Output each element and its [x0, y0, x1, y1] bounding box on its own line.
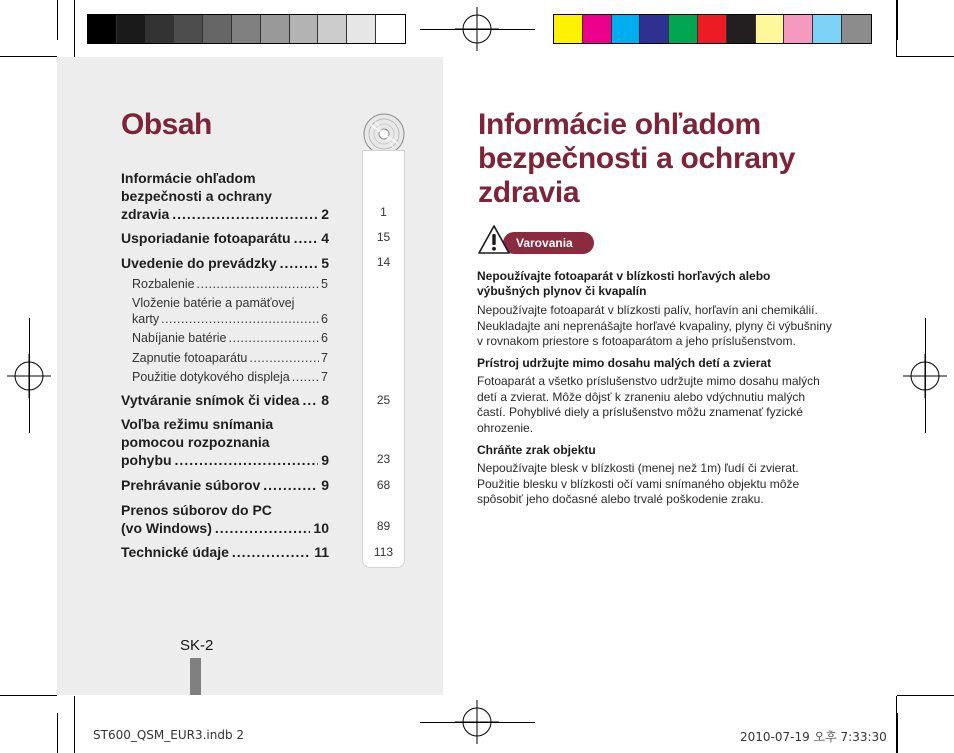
- dot-leader: [215, 519, 311, 537]
- toc-page-number: 10: [313, 520, 329, 536]
- section-title-line: bezpečnosti a ochrany: [478, 142, 796, 175]
- warning-heading: [477, 269, 827, 299]
- toc-entry[interactable]: [121, 415, 329, 469]
- dot-leader: [302, 391, 318, 409]
- warning-body: [477, 461, 832, 508]
- toc-entry-label: Použitie dotykového displeja: [132, 370, 290, 384]
- toc-subentry[interactable]: [132, 350, 328, 366]
- warning-heading: [477, 443, 827, 458]
- warning-body-line: Použitie blesku v blízkosti očí vami snímaného objektu môže: [477, 476, 800, 491]
- color-swatch: [813, 15, 842, 43]
- color-swatch: [640, 15, 669, 43]
- color-swatch: [261, 15, 290, 43]
- color-swatch: [88, 15, 117, 43]
- toc-entry-label: karty: [132, 312, 160, 326]
- dot-leader: [172, 205, 318, 223]
- dot-leader: [161, 311, 319, 327]
- warning-body: [477, 374, 832, 436]
- warning-heading-line: Nepoužívajte fotoaparát v blízkosti horľavých alebo: [477, 269, 771, 283]
- color-swatch: [842, 15, 871, 43]
- toc-entry-label: Vytváranie snímok či videa: [121, 392, 300, 408]
- crop-mark: [57, 713, 58, 753]
- crop-mark: [897, 713, 898, 753]
- section-title-line: zdravia: [478, 176, 580, 209]
- toc-page-number: 4: [321, 230, 329, 246]
- warning-heading-line: Prístroj udržujte mimo dosahu malých detí a zvierat: [477, 356, 772, 370]
- grayscale-calibration-strip: [87, 14, 406, 44]
- color-calibration-strip: [553, 14, 872, 44]
- warning-body-line: častí. Pohyblivé diely a príslušenstvo môžu znamenať fyzické: [477, 405, 803, 419]
- toc-entry-line: Prenos súborov do PC: [121, 502, 272, 518]
- dot-leader: [232, 543, 311, 561]
- color-swatch: [203, 15, 232, 43]
- warning-body-line: v rovnakom priestore s fotoaparátom a jeho príslušenstvom.: [477, 334, 796, 348]
- color-swatch: [669, 15, 698, 43]
- warning-body-line: Nepoužívajte blesk v blízkosti (menej než 1m) ľudí či zvierat.: [477, 461, 799, 475]
- toc-entry-label: Zapnutie fotoaparátu: [132, 351, 248, 365]
- color-swatch: [583, 15, 612, 43]
- toc-page-number: 7: [321, 351, 328, 365]
- toc-page-number: 5: [321, 277, 328, 291]
- section-title-line: Informácie ohľadom: [478, 108, 761, 141]
- color-swatch: [174, 15, 203, 43]
- toc-entry-label: Technické údaje: [121, 544, 229, 560]
- cd-page-ref: 68: [376, 478, 391, 492]
- color-swatch: [727, 15, 756, 43]
- cd-page-ref: 23: [376, 452, 391, 466]
- crop-mark: [925, 318, 926, 433]
- dot-leader: [229, 330, 320, 346]
- warning-body-line: Neukladajte ani neprenášajte horľavé kvapaliny, plyny či výbušniny: [477, 318, 832, 333]
- dot-leader: [280, 254, 319, 272]
- color-swatch: [290, 15, 319, 43]
- cd-page-ref: 15: [376, 230, 391, 244]
- cd-page-ref: 14: [376, 255, 391, 269]
- toc-page-number: 5: [321, 255, 329, 271]
- toc-page-number: 7: [321, 370, 328, 384]
- toc-entry[interactable]: [121, 254, 329, 272]
- color-swatch: [376, 15, 405, 43]
- toc-page-number: 8: [321, 392, 329, 408]
- color-swatch: [756, 15, 785, 43]
- cd-disc-icon: [363, 113, 405, 155]
- warning-badge: Varovania: [503, 232, 594, 254]
- toc-entry[interactable]: [121, 501, 329, 537]
- toc-page-number: 9: [321, 452, 329, 468]
- warning-body-line: detí a zvierat. Môže dôjsť k zraneniu alebo vdýchnutiu malých: [477, 389, 806, 404]
- crop-mark: [897, 56, 954, 57]
- crop-mark: [420, 722, 535, 723]
- toc-entry-line: Vloženie batérie a pamäťovej: [132, 296, 295, 310]
- toc-entry-label: zdravia: [121, 206, 170, 222]
- page-tab-marker: [190, 658, 201, 695]
- toc-entry-line: Voľba režimu snímania: [121, 416, 274, 432]
- section-title: [478, 108, 838, 210]
- crop-mark: [0, 56, 57, 57]
- color-swatch: [318, 15, 347, 43]
- crop-mark: [57, 0, 58, 40]
- cd-page-ref: 89: [376, 519, 391, 533]
- dot-leader: [294, 229, 319, 247]
- toc-subentry[interactable]: [132, 276, 328, 292]
- warning-body-line: Fotoaparát a všetko príslušenstvo udržujte mimo dosahu malých: [477, 374, 820, 388]
- color-swatch: [117, 15, 146, 43]
- warning-body-line: spôsobiť jeho dočasné alebo trvalé poškodenie zraku.: [477, 492, 764, 506]
- toc-entry-line: Informácie ohľadom: [121, 170, 256, 186]
- warning-body-line: ohrozenie.: [477, 420, 534, 435]
- dot-leader: [249, 350, 319, 366]
- toc-entry[interactable]: [121, 229, 329, 247]
- crop-mark: [0, 695, 57, 696]
- color-swatch: [347, 15, 376, 43]
- toc-entry-label: Nabíjanie batérie: [132, 331, 227, 345]
- toc-entry-label: Uvedenie do prevádzky: [121, 255, 277, 271]
- crop-mark: [74, 696, 75, 753]
- warning-heading-line: výbušných plynov či kvapalín: [477, 284, 647, 298]
- color-swatch: [146, 15, 175, 43]
- toc-entry[interactable]: [121, 543, 329, 561]
- toc-page-number: 6: [321, 331, 328, 345]
- footer-timestamp: 2010-07-19 오후 7:33:30: [740, 730, 887, 744]
- dot-leader: [292, 369, 319, 385]
- warning-heading: [477, 356, 827, 371]
- toc-entry-label: Prehrávanie súborov: [121, 477, 261, 493]
- dot-leader: [197, 276, 320, 292]
- crop-mark: [420, 29, 535, 30]
- page-number: SK-2: [180, 637, 214, 654]
- toc-page-number: 11: [314, 544, 329, 560]
- toc-title: Obsah: [121, 108, 212, 141]
- crop-mark: [29, 318, 30, 433]
- color-swatch: [232, 15, 261, 43]
- footer-filename: ST600_QSM_EUR3.indb 2: [93, 728, 245, 742]
- toc-entry-line: pomocou rozpoznania: [121, 434, 270, 450]
- color-swatch: [554, 15, 583, 43]
- cd-page-ref: 113: [373, 545, 394, 559]
- dot-leader: [263, 476, 318, 494]
- toc-entry[interactable]: [121, 476, 329, 494]
- toc-entry-label: Usporiadanie fotoaparátu: [121, 230, 291, 246]
- crop-mark: [74, 0, 75, 57]
- toc-entry-label: pohybu: [121, 452, 172, 468]
- crop-mark: [897, 0, 898, 40]
- warning-triangle-icon: [477, 224, 511, 255]
- color-swatch: [784, 15, 813, 43]
- toc-entry[interactable]: [121, 391, 329, 409]
- color-swatch: [698, 15, 727, 43]
- toc-page-number: 2: [321, 206, 329, 222]
- toc-page-number: 9: [321, 477, 329, 493]
- warning-heading-line: Chráňte zrak objektu: [477, 443, 596, 457]
- cd-page-ref: 25: [376, 393, 391, 407]
- toc-entry[interactable]: [121, 169, 329, 223]
- warning-body: [477, 303, 832, 350]
- toc-entry-label: Rozbalenie: [132, 277, 195, 291]
- toc-entry-line: bezpečnosti a ochrany: [121, 188, 272, 204]
- toc-subentry[interactable]: [132, 295, 328, 327]
- toc-subentry[interactable]: [132, 330, 328, 346]
- toc-entry-label: (vo Windows): [121, 520, 212, 536]
- dot-leader: [175, 451, 319, 469]
- color-swatch: [612, 15, 641, 43]
- toc-subentry[interactable]: [132, 369, 328, 385]
- cd-page-ref: 1: [380, 205, 387, 219]
- toc-page-number: 6: [321, 312, 328, 326]
- crop-mark: [897, 695, 954, 696]
- warning-body-line: Nepoužívajte fotoaparát v blízkosti palív, horľavín ani chemikálií.: [477, 303, 818, 317]
